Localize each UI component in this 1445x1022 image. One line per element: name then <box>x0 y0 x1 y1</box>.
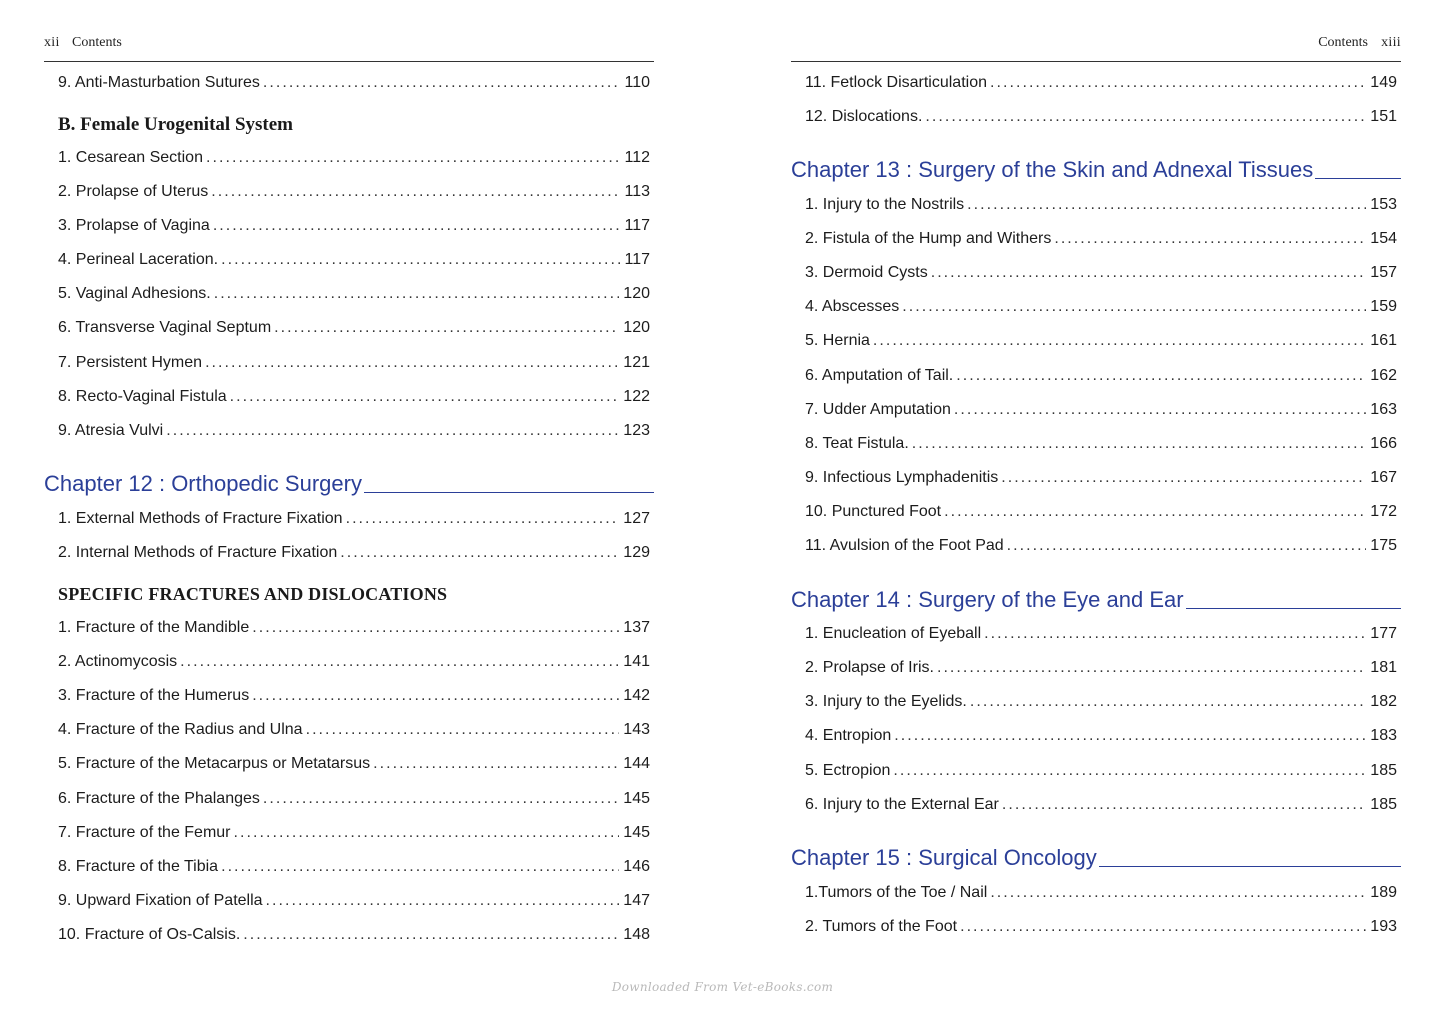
dot-leader <box>970 693 1366 711</box>
toc-entry[interactable] <box>805 264 1397 286</box>
dot-leader <box>263 74 621 92</box>
toc-entry[interactable] <box>58 183 650 205</box>
toc-entry-title: 2. Prolapse of Iris. <box>805 659 934 676</box>
toc-entry-page: 112 <box>624 149 650 166</box>
toc-entry-title: 3. Fracture of the Humerus <box>58 687 250 704</box>
toc-entry[interactable] <box>805 503 1397 525</box>
toc-entry[interactable] <box>805 537 1397 559</box>
toc-entry-page: 177 <box>1370 625 1397 642</box>
chapter-heading[interactable] <box>44 471 654 501</box>
running-head-right <box>791 35 1401 53</box>
toc-entry[interactable] <box>58 319 650 341</box>
dot-leader <box>873 332 1366 350</box>
toc-entry[interactable] <box>58 422 650 444</box>
toc-entry[interactable] <box>805 230 1397 252</box>
section-heading: B. Female Urogenital System <box>58 114 293 135</box>
toc-entry-page: 129 <box>623 544 650 561</box>
toc-entry-page: 162 <box>1370 367 1397 384</box>
toc-entry[interactable] <box>805 196 1397 218</box>
toc-entry[interactable] <box>805 298 1397 320</box>
toc-entry-page: 151 <box>1370 108 1397 125</box>
dot-leader <box>234 824 620 842</box>
toc-entry-title: 1. Injury to the Nostrils <box>805 196 965 213</box>
toc-entry-page: 189 <box>1370 884 1397 901</box>
dot-leader <box>893 762 1366 780</box>
toc-entry[interactable] <box>58 926 650 948</box>
dot-leader <box>211 183 620 201</box>
toc-entry-title: 9. Infectious Lymphadenitis <box>805 469 999 486</box>
chapter-title: Chapter 14 : Surgery of the Eye and Ear <box>791 587 1184 612</box>
dot-leader <box>956 367 1366 385</box>
toc-entry-page: 113 <box>624 183 650 200</box>
toc-entry-page: 161 <box>1370 332 1397 349</box>
toc-entry-page: 122 <box>623 388 650 405</box>
toc-entry-title: 11. Fetlock Disarticulation <box>805 74 987 91</box>
toc-entry-title: 8. Teat Fistula. <box>805 435 909 452</box>
toc-entry[interactable] <box>58 858 650 880</box>
toc-entry-title: 3. Prolapse of Vagina <box>58 217 210 234</box>
toc-entry[interactable] <box>805 727 1397 749</box>
header-rule <box>791 61 1401 62</box>
download-watermark: Downloaded From Vet-eBooks.com <box>611 980 834 994</box>
toc-entry[interactable] <box>58 354 650 376</box>
toc-entry-title: 8. Recto-Vaginal Fistula <box>58 388 227 405</box>
toc-entry-page: 146 <box>623 858 650 875</box>
toc-entry[interactable] <box>805 108 1397 130</box>
running-head-label: Contents <box>72 35 122 50</box>
section-heading: SPECIFIC FRACTURES AND DISLOCATIONS <box>58 584 448 604</box>
dot-leader <box>967 196 1366 214</box>
toc-entry[interactable] <box>58 653 650 675</box>
dot-leader <box>902 298 1366 316</box>
toc-entry-title: 11. Avulsion of the Foot Pad <box>805 537 1004 554</box>
toc-entry-page: 143 <box>623 721 650 738</box>
dot-leader <box>894 727 1366 745</box>
toc-entry-title: 6. Injury to the External Ear <box>805 796 999 813</box>
toc-entry-title: 7. Persistent Hymen <box>58 354 203 371</box>
toc-entry-page: 137 <box>623 619 650 636</box>
toc-entry-title: 8. Fracture of the Tibia <box>58 858 219 875</box>
toc-entry-page: 117 <box>624 251 650 268</box>
toc-entry-title: 1. Fracture of the Mandible <box>58 619 250 636</box>
dot-leader <box>266 892 620 910</box>
toc-entry[interactable] <box>805 367 1397 389</box>
toc-entry-title: 1. Enucleation of Eyeball <box>805 625 982 642</box>
toc-entry[interactable] <box>58 251 650 273</box>
toc-entry-page: 127 <box>623 510 650 527</box>
toc-entry[interactable] <box>58 755 650 777</box>
chapter-title: Chapter 13 : Surgery of the Skin and Adnexal Tissues <box>791 157 1314 182</box>
dot-leader <box>954 401 1366 419</box>
chapter-heading[interactable] <box>791 157 1401 187</box>
toc-entry-title: 3. Injury to the Eyelids. <box>805 693 967 710</box>
toc-entry[interactable] <box>805 796 1397 818</box>
chapter-title: Chapter 15 : Surgical Oncology <box>791 845 1097 870</box>
toc-entry[interactable] <box>805 74 1397 96</box>
toc-entry-title: 4. Fracture of the Radius and Ulna <box>58 721 303 738</box>
dot-leader <box>937 659 1366 677</box>
dot-leader <box>960 918 1366 936</box>
toc-entry-title: 9. Upward Fixation of Patella <box>58 892 263 909</box>
toc-entry-page: 154 <box>1370 230 1397 247</box>
dot-leader <box>221 858 619 876</box>
toc-entry-page: 144 <box>623 755 650 772</box>
toc-entry-title: 5. Vaginal Adhesions. <box>58 285 211 302</box>
toc-entry-page: 110 <box>624 74 650 91</box>
toc-entry-title: 10. Fracture of Os-Calsis. <box>58 926 241 943</box>
toc-entry-page: 153 <box>1370 196 1397 213</box>
dot-leader <box>252 619 619 637</box>
toc-entry-title: 1. External Methods of Fracture Fixation <box>58 510 343 527</box>
dot-leader <box>1054 230 1366 248</box>
toc-entry[interactable] <box>805 435 1397 457</box>
toc-entry-title: 5. Hernia <box>805 332 870 349</box>
dot-leader <box>243 926 619 944</box>
dot-leader <box>263 790 619 808</box>
toc-entry[interactable] <box>805 693 1397 715</box>
toc-entry[interactable] <box>58 149 650 171</box>
toc-entry[interactable] <box>805 401 1397 423</box>
toc-entry-page: 181 <box>1370 659 1397 676</box>
toc-entry[interactable] <box>805 625 1397 647</box>
toc-entry-page: 120 <box>623 319 650 336</box>
toc-entry-page: 120 <box>623 285 650 302</box>
toc-entry-page: 193 <box>1370 918 1397 935</box>
toc-entry[interactable] <box>805 469 1397 491</box>
chapter-heading[interactable] <box>791 845 1401 875</box>
toc-entry-title: 4. Entropion <box>805 727 892 744</box>
toc-entry-page: 141 <box>623 653 650 670</box>
dot-leader <box>205 354 619 372</box>
toc-entry-title: 4. Abscesses <box>805 298 900 315</box>
toc-entry-title: 1. Cesarean Section <box>58 149 203 166</box>
toc-entry-title: 2. Actinomycosis <box>58 653 178 670</box>
toc-entry-title: 2. Prolapse of Uterus <box>58 183 209 200</box>
toc-entry-page: 142 <box>623 687 650 704</box>
header-rule <box>44 61 654 62</box>
dot-leader <box>931 264 1367 282</box>
toc-entry-page: 182 <box>1370 693 1397 710</box>
dot-leader <box>912 435 1367 453</box>
toc-entry[interactable] <box>58 892 650 914</box>
dot-leader <box>340 544 619 562</box>
chapter-title: Chapter 12 : Orthopedic Surgery <box>44 471 362 496</box>
toc-entry-page: 159 <box>1370 298 1397 315</box>
dot-leader <box>373 755 619 773</box>
dot-leader <box>213 217 621 235</box>
toc-entry-page: 157 <box>1370 264 1397 281</box>
toc-entry-title: 6. Amputation of Tail. <box>805 367 954 384</box>
toc-entry-title: 6. Transverse Vaginal Septum <box>58 319 272 336</box>
toc-entry-title: 5. Fracture of the Metacarpus or Metatarsus <box>58 755 371 772</box>
toc-entry[interactable] <box>805 884 1397 906</box>
toc-entry[interactable] <box>58 217 650 239</box>
toc-entry-title: 1.Tumors of the Toe / Nail <box>805 884 988 901</box>
toc-entry-page: 185 <box>1370 796 1397 813</box>
toc-entry-page: 145 <box>623 824 650 841</box>
toc-entry-title: 4. Perineal Laceration. <box>58 251 219 268</box>
dot-leader <box>230 388 620 406</box>
toc-entry[interactable] <box>58 824 650 846</box>
running-head-left <box>44 35 654 53</box>
toc-entry-page: 148 <box>623 926 650 943</box>
toc-entry-page: 163 <box>1370 401 1397 418</box>
dot-leader <box>1002 796 1366 814</box>
toc-entry[interactable] <box>58 510 650 532</box>
toc-entry-title: 2. Fistula of the Hump and Withers <box>805 230 1052 247</box>
toc-entry-title: 10. Punctured Foot <box>805 503 942 520</box>
toc-entry[interactable] <box>805 918 1397 940</box>
toc-entry[interactable] <box>805 659 1397 681</box>
toc-entry[interactable] <box>805 762 1397 784</box>
toc-entry-page: 145 <box>623 790 650 807</box>
toc-entry-title: 9. Anti-Masturbation Sutures <box>58 74 260 91</box>
toc-entry-page: 123 <box>623 422 650 439</box>
dot-leader <box>925 108 1366 126</box>
toc-entry[interactable] <box>58 721 650 743</box>
running-head-label: Contents <box>1318 35 1368 50</box>
dot-leader <box>1001 469 1366 487</box>
dot-leader <box>990 74 1366 92</box>
toc-entry-page: 183 <box>1370 727 1397 744</box>
dot-leader <box>346 510 620 528</box>
dot-leader <box>166 422 619 440</box>
toc-entry-page: 175 <box>1370 537 1397 554</box>
toc-entry[interactable] <box>58 790 650 812</box>
toc-entry-title: 9. Atresia Vulvi <box>58 422 164 439</box>
toc-entry-page: 147 <box>623 892 650 909</box>
dot-leader <box>214 285 620 303</box>
toc-entry-title: 7. Udder Amputation <box>805 401 951 418</box>
toc-entry[interactable] <box>58 285 650 307</box>
dot-leader <box>206 149 621 167</box>
toc-entry-page: 149 <box>1370 74 1397 91</box>
toc-entry-title: 2. Tumors of the Foot <box>805 918 958 935</box>
dot-leader <box>306 721 620 739</box>
page-folio: xiii <box>1381 35 1401 50</box>
toc-entry[interactable] <box>58 544 650 566</box>
toc-entry-title: 2. Internal Methods of Fracture Fixation <box>58 544 338 561</box>
toc-entry[interactable] <box>58 388 650 410</box>
toc-entry-title: 12. Dislocations. <box>805 108 923 125</box>
toc-entry[interactable] <box>805 332 1397 354</box>
dot-leader <box>221 251 620 269</box>
dot-leader <box>944 503 1366 521</box>
dot-leader <box>274 319 619 337</box>
dot-leader <box>990 884 1366 902</box>
dot-leader <box>180 653 619 671</box>
dot-leader <box>252 687 619 705</box>
page-folio: xii <box>44 35 60 50</box>
chapter-heading[interactable] <box>791 587 1401 617</box>
dot-leader <box>1007 537 1367 555</box>
toc-entry-page: 117 <box>624 217 650 234</box>
toc-entry-title: 7. Fracture of the Femur <box>58 824 231 841</box>
toc-entry-page: 167 <box>1370 469 1397 486</box>
toc-entry-page: 121 <box>623 354 650 371</box>
toc-entry-title: 3. Dermoid Cysts <box>805 264 928 281</box>
dot-leader <box>984 625 1366 643</box>
toc-entry-title: 5. Ectropion <box>805 762 891 779</box>
toc-entry-page: 185 <box>1370 762 1397 779</box>
toc-entry-title: 6. Fracture of the Phalanges <box>58 790 260 807</box>
toc-entry[interactable] <box>58 619 650 641</box>
toc-entry-page: 166 <box>1370 435 1397 452</box>
toc-entry-page: 172 <box>1370 503 1397 520</box>
toc-entry[interactable] <box>58 74 650 96</box>
toc-entry[interactable] <box>58 687 650 709</box>
